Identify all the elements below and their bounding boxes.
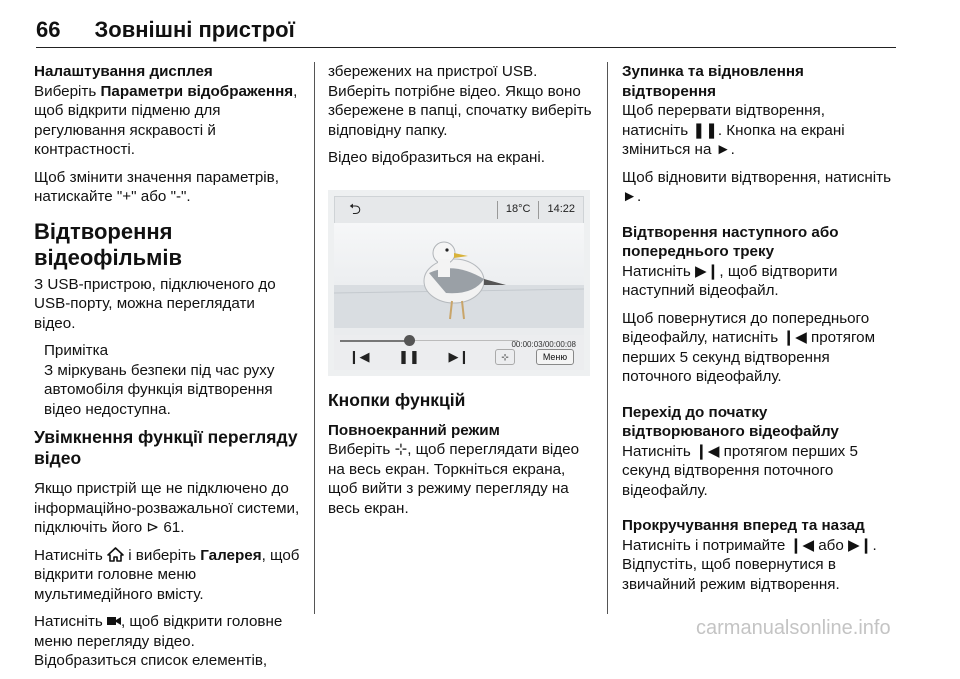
video-menu-text: Натисніть , щоб відкрити головне меню перегляду відео. Відобразиться список елементів, — [34, 613, 283, 669]
fullscreen-heading: Повноекранний режим — [328, 421, 500, 439]
previous-track-button[interactable]: ❙◀ — [348, 348, 370, 364]
display-settings-heading: Налаштування дисплея — [34, 63, 213, 80]
back-arrow-icon: ⮌ — [348, 200, 361, 218]
fullscreen-icon: ⊹ — [394, 441, 408, 458]
column-divider-1 — [314, 62, 315, 614]
previous-icon: ❙◀ — [789, 536, 815, 554]
function-buttons-heading: Кнопки функцій — [328, 389, 466, 410]
progress-knob[interactable] — [404, 335, 415, 346]
display-settings-text: Виберіть Параметри відображення, щоб відкрити підменю для регулювання яскравості й контрастності. — [34, 82, 298, 158]
seek-heading: Прокручування вперед та назад — [622, 517, 865, 534]
temperature-readout: 18°C — [505, 202, 531, 215]
fullscreen-text: Виберіть ⊹, щоб переглядати відео на весь екран. Торкніться екрана, щоб вийти з режиму перегляду на весь екран. — [328, 441, 580, 517]
pause-text: Щоб перервати відтворення, натисніть ❚❚. Кнопка на екрані зміниться на ►. — [622, 102, 845, 158]
next-track-text: Натисніть ▶❙, щоб відтворити наступний відеофайл. — [622, 262, 838, 299]
prev-track-text: Щоб повернутися до попереднього відеофайлу, натисніть ❙◀ протягом перших 5 секунд відтворення поточного відеофайлу. — [622, 309, 876, 385]
watermark: carmanualsonline.info — [696, 617, 891, 639]
page-number: 66 — [36, 17, 61, 42]
previous-icon: ❙◀ — [782, 329, 807, 346]
video-intro-text: З USB-пристрою, підключеного до USB-порту, можна переглядати відео. — [34, 275, 276, 332]
previous-icon: ❙◀ — [694, 442, 720, 460]
play-icon: ► — [622, 188, 638, 205]
menu-button[interactable]: Меню — [536, 349, 574, 365]
timecode: 00:00:03/00:00:08 — [511, 339, 576, 349]
fullscreen-button[interactable]: ⊹ — [495, 349, 515, 365]
video-camera-icon — [107, 615, 121, 627]
home-icon — [107, 547, 124, 562]
pause-button[interactable]: ❚❚ — [398, 348, 420, 364]
pause-icon: ❚❚ — [692, 121, 718, 139]
video-player-screen — [328, 190, 590, 376]
page-title: Зовнішні пристрої — [94, 17, 295, 42]
progress-remaining — [410, 340, 518, 341]
play-icon: ► — [715, 141, 731, 158]
next-prev-heading: Відтворення наступного або попереднього треку — [622, 223, 839, 260]
next-icon: ▶❙ — [848, 536, 873, 554]
video-shown-text: Відео відобразиться на екрані. — [328, 149, 546, 166]
player-buttons — [334, 346, 584, 368]
stop-resume-heading: Зупинка та відновлення відтворення — [622, 63, 804, 100]
clock-readout: 14:22 — [547, 202, 575, 215]
column-1 — [34, 62, 300, 679]
column-3 — [622, 62, 892, 602]
restart-text: Натисніть ❙◀ протягом перших 5 секунд відтворення поточного відеофайлу. — [622, 442, 858, 499]
restart-heading: Перехід до початку відтворюваного відеофайлу — [622, 403, 839, 440]
note-block — [44, 341, 300, 419]
video-frame-seagull — [334, 223, 584, 335]
column-2 — [328, 62, 592, 526]
video-playback-heading: Відтворення відеофільмів — [34, 218, 183, 270]
note-text: З міркувань безпеки під час руху автомобіля функція відтворення відео недоступна. — [44, 361, 275, 418]
next-icon: ▶❙ — [694, 262, 720, 280]
resume-text: Щоб відновити відтворення, натисніть ►. — [622, 168, 892, 205]
progress-played — [340, 340, 410, 342]
reference-icon: ⊳ — [146, 519, 160, 536]
connect-device-text: Якщо пристрій ще не підключено до інформаційно-розважальної системи, підключіть його ⊳ 61. — [34, 480, 300, 536]
screen-status-bar — [334, 196, 584, 224]
gallery-text: Натисніть і виберіть Галерея, щоб відкрити головне меню мультимедійного вмісту. — [34, 546, 300, 603]
note-label: Примітка — [44, 342, 109, 359]
column-divider-2 — [607, 62, 608, 614]
seek-text: Натисніть і потримайте ❙◀ або ▶❙. Відпустіть, щоб повернутися в звичайний режим відтворення. — [622, 536, 877, 593]
player-controls — [334, 328, 584, 370]
next-track-button[interactable]: ▶❙ — [448, 348, 470, 364]
page-header — [36, 4, 896, 48]
enable-video-heading: Увімкнення функції перегляду відео — [34, 427, 298, 468]
display-settings-hint: Щоб змінити значення параметрів, натискайте "+" або "-". — [34, 168, 279, 205]
select-video-text: збережених на пристрої USB. Виберіть потрібне відео. Якщо воно збережене в папці, спочатку виберіть відповідну папку. — [328, 63, 592, 139]
seagull-image — [334, 223, 584, 335]
